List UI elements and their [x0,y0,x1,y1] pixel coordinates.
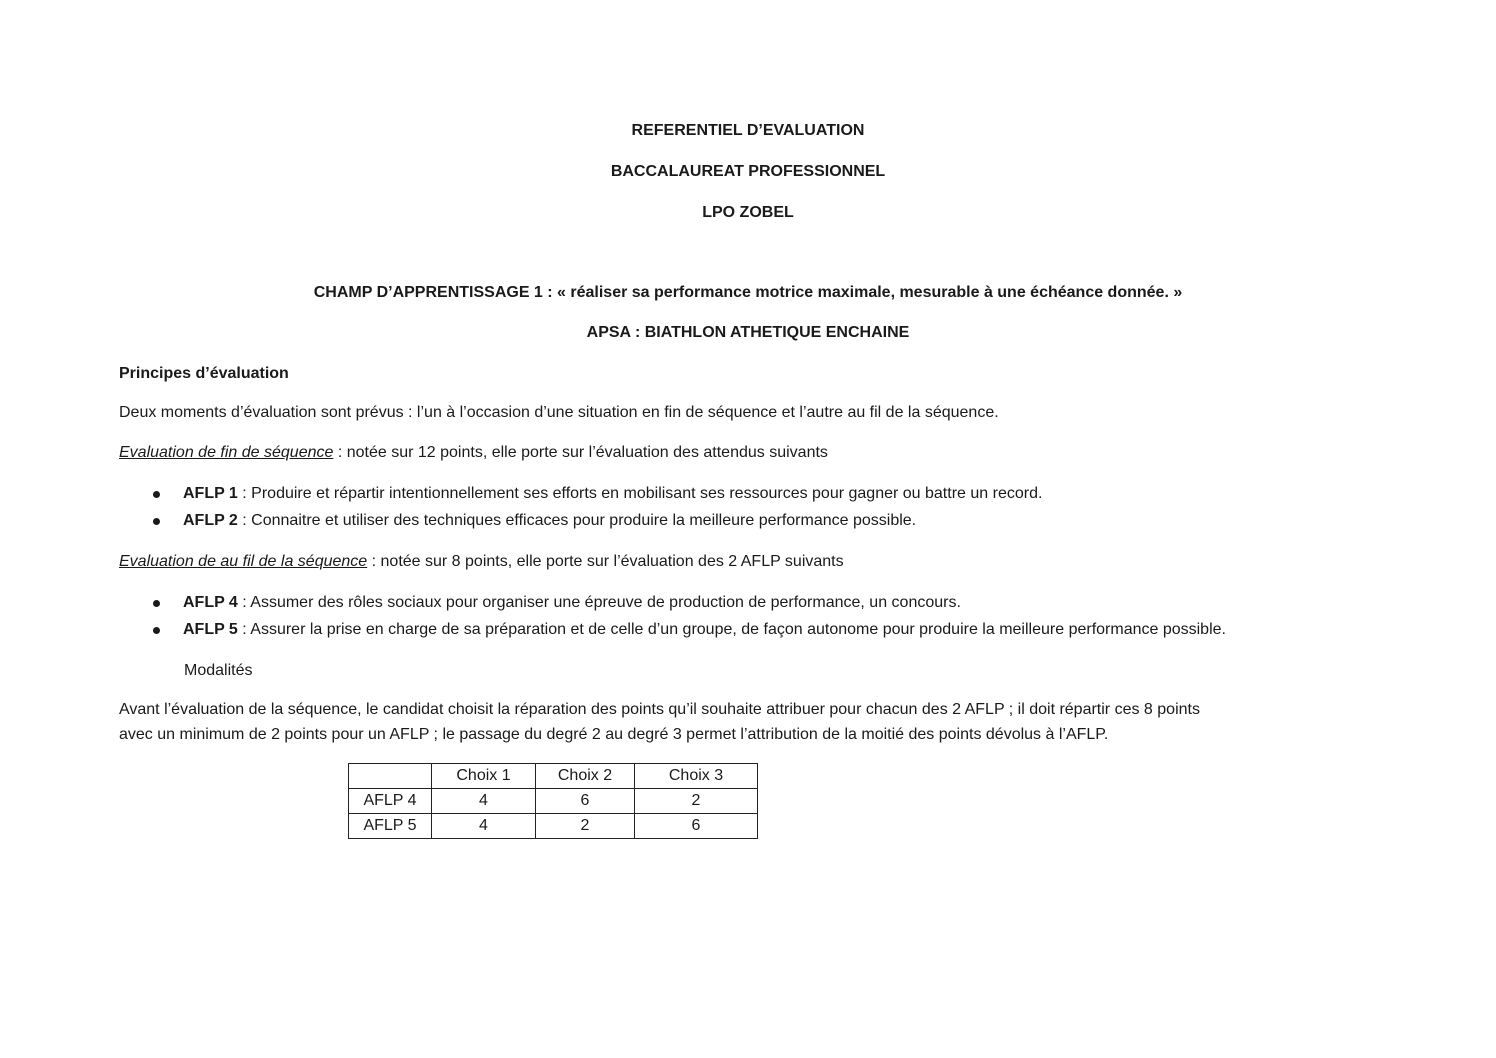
paragraph-line: avec un minimum de 2 points pour un AFLP ; le passage du degré 2 au degré 3 permet l’attribution de la moitié des points dévolus à l’AFLP. [119,726,1109,743]
table-header-cell: Choix 3 [635,764,758,789]
aflp-text: : Connaitre et utiliser des techniques efficaces pour produire la meilleure performance possible. [237,512,917,529]
aflp-code: AFLP 4 [183,594,238,611]
table-header-cell: Choix 1 [432,764,536,789]
fin-sequence-line [119,444,828,462]
list-item [183,485,1042,503]
list-item [183,594,961,612]
table-cell: 4 [432,814,536,839]
fil-sequence-text: : notée sur 8 points, elle porte sur l’évaluation des 2 AFLP suivants [367,553,844,570]
table-cell: 6 [635,814,758,839]
aflp-code: AFLP 5 [183,621,238,638]
list-item [183,621,1226,639]
table-cell: 4 [432,789,536,814]
aflp-text: : Produire et répartir intentionnellement ses efforts en mobilisant ses ressources pour gagner ou battre un record. [237,485,1043,502]
table-header-cell [349,764,432,789]
fil-sequence-label: Evaluation de au fil de la séquence [119,553,368,570]
modalites-heading: Modalités [184,662,253,679]
table-header-cell: Choix 2 [536,764,635,789]
aflp-text: : Assumer des rôles sociaux pour organiser une épreuve de production de performance, un concours. [237,594,961,611]
intro-text: Deux moments d’évaluation sont prévus : l’un à l’occasion d’une situation en fin de séquence et l’autre au fil de la séquence. [119,404,999,421]
table-row [349,789,758,814]
table-cell: 2 [635,789,758,814]
table-header-row [349,764,758,789]
fin-sequence-label: Evaluation de fin de séquence [119,444,334,461]
paragraph-line: Avant l’évaluation de la séquence, le candidat choisit la réparation des points qu’il souhaite attribuer pour chacun des 2 AFLP ; il doit répartir ces 8 points [119,701,1200,718]
school-name: LPO ZOBEL [702,204,794,221]
table-cell: 2 [536,814,635,839]
doc-title: REFERENTIEL D’EVALUATION [631,122,865,139]
choice-table [348,763,758,839]
bullet-icon [153,627,160,634]
aflp-text: : Assurer la prise en charge de sa préparation et de celle d’un groupe, de façon autonome pour produire la meilleure performance possible. [237,621,1226,638]
table-cell: AFLP 5 [349,814,432,839]
list-item [183,512,916,530]
table-cell: AFLP 4 [349,789,432,814]
aflp-code: AFLP 2 [183,512,238,529]
bullet-icon [153,491,160,498]
fil-sequence-line [119,553,844,571]
table-cell: 6 [536,789,635,814]
champ-heading: CHAMP D’APPRENTISSAGE 1 : « réaliser sa performance motrice maximale, mesurable à une échéance donnée. » [313,284,1183,301]
table-row [349,814,758,839]
aflp-code: AFLP 1 [183,485,238,502]
principes-heading: Principes d’évaluation [119,365,289,382]
bullet-icon [153,600,160,607]
apsa-heading: APSA : BIATHLON ATHETIQUE ENCHAINE [586,324,910,341]
bullet-icon [153,518,160,525]
fin-sequence-text: : notée sur 12 points, elle porte sur l’évaluation des attendus suivants [333,444,828,461]
doc-subtitle: BACCALAUREAT PROFESSIONNEL [610,163,886,180]
